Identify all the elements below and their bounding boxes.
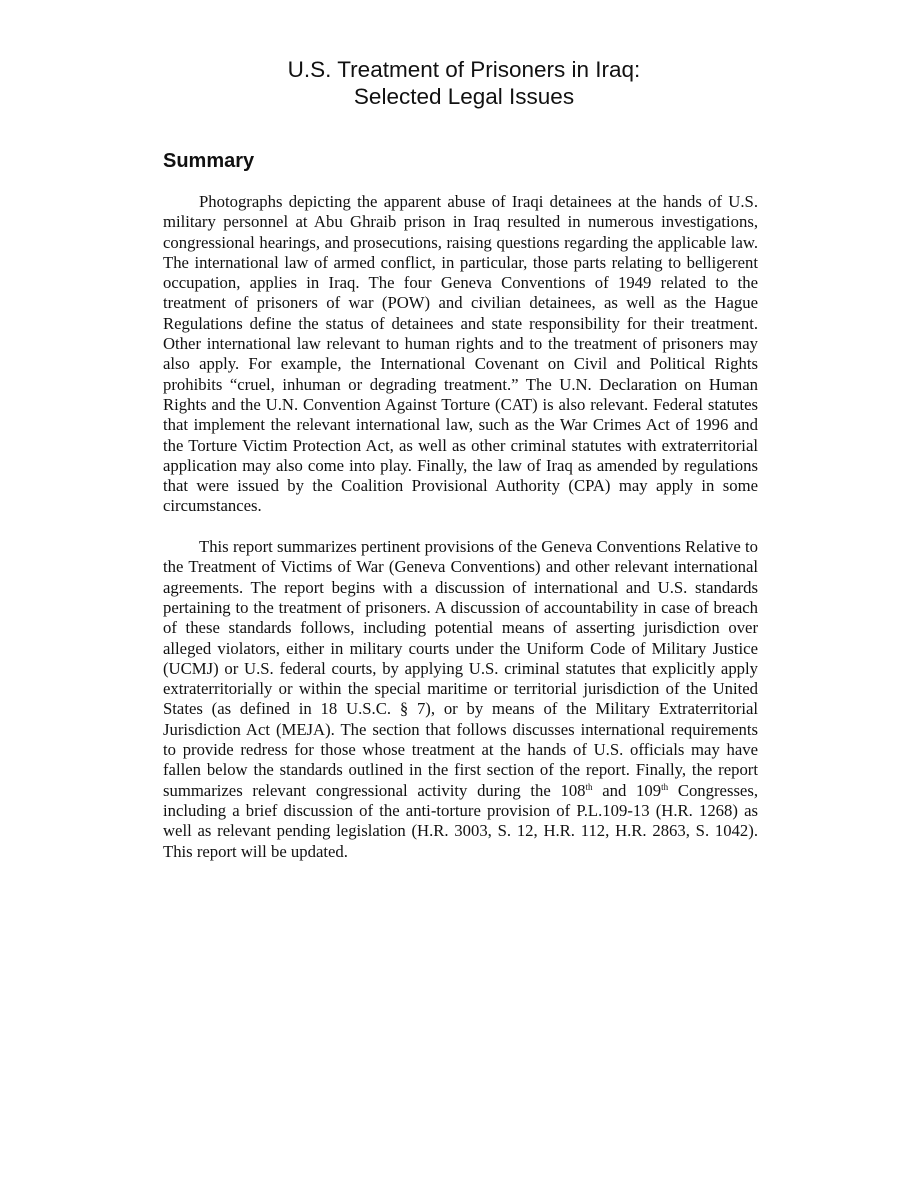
title-line-1: U.S. Treatment of Prisoners in Iraq: xyxy=(287,57,641,82)
paragraph-2-text-c: Congresses, including a brief discussion of the anti-torture provision of P.L.109-13 (H.R. 1268) as well as relevant pending legislation (H.R. 3003, S. 12, H.R. 112, H.R. 2863, S. 1042). This report will be updated. xyxy=(163,780,759,861)
ordinal-suffix: th xyxy=(585,781,593,792)
paragraph-2-text-b: and 109 xyxy=(592,780,662,800)
summary-paragraph-1: Photographs depicting the apparent abuse of Iraqi detainees at the hands of U.S. military personnel at Abu Ghraib prison in Iraq resulted in numerous investigations, congressional hearings, and prosecutions, raising questions regarding the applicable law. The international law of armed conflict, in particular, those parts relating to belligerent occupation, applies in Iraq. The four Geneva Conventions of 1949 related to the treatment of prisoners of war (POW) and civilian detainees, as well as the Hague Regulations define the status of detainees and state responsibility for their treatment. Other international law relevant to human rights and to the treatment of prisoners may also apply. For example, the International Covenant on Civil and Political Rights prohibits “cruel, inhuman or degrading treatment.” The U.N. Declaration on Human Rights and the U.N. Convention Against Torture (CAT) is also relevant. Federal statutes that implement the relevant international law, such as the War Crimes Act of 1996 and the Torture Victim Protection Act, as well as other criminal statutes with extraterritorial application may also come into play. Finally, the law of Iraq as amended by regulations that were issued by the Coalition Provisional Authority (CPA) may apply in some circumstances. xyxy=(163,192,758,516)
paragraph-2-text-a: This report summarizes pertinent provisions of the Geneva Conventions Relative to the Treatment of Victims of War (Geneva Conventions) and other relevant international agreements. The report begins with a discussion of international and U.S. standards pertaining to the treatment of prisoners. A discussion of accountability in case of breach of these standards follows, including potential means of asserting jurisdiction over alleged violators, either in military courts under the Uniform Code of Military Justice (UCMJ) or U.S. federal courts, by applying U.S. criminal statutes that explicitly apply extraterritorially or within the special maritime or territorial jurisdiction of the United States (as defined in 18 U.S.C. § 7), or by means of the Military Extraterritorial Jurisdiction Act (MEJA). The section that follows discusses international requirements to provide redress for those whose treatment at the hands of U.S. officials may have fallen below the standards outlined in the first section of the report. Finally, the report summarizes relevant congressional activity during the 108 xyxy=(163,537,758,800)
summary-paragraph-2 xyxy=(163,537,758,862)
section-heading: Summary xyxy=(163,150,255,172)
document-title xyxy=(0,56,920,110)
summary-body xyxy=(163,192,758,882)
ordinal-suffix: th xyxy=(661,781,669,792)
title-line-2: Selected Legal Issues xyxy=(353,84,575,109)
